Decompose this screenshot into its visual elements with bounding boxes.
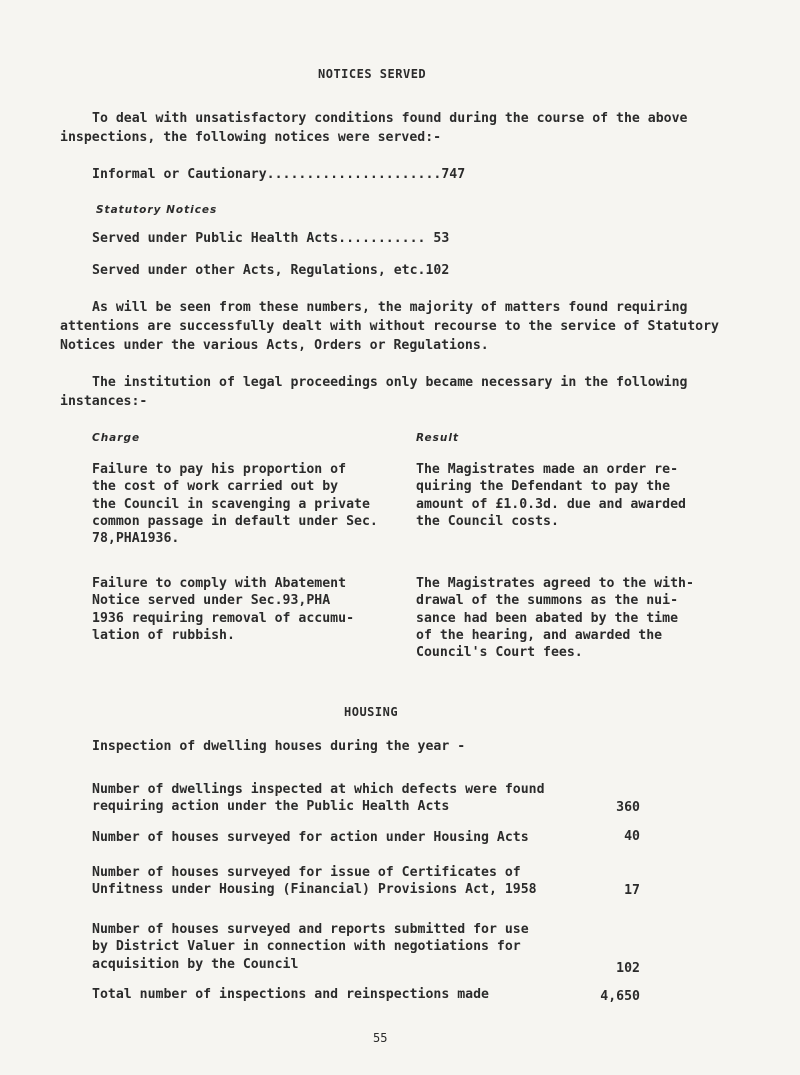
legal-intro-line-2: instances:- bbox=[60, 394, 148, 409]
statutory-notices-heading: Statutory Notices bbox=[96, 204, 218, 216]
housing-item-label: Total number of inspections and reinspections made bbox=[92, 987, 489, 1002]
case-2-charge: Failure to comply with Abatement Notice served under Sec.93,PHA 1936 requiring removal of accumu- lation of rubbish. bbox=[92, 576, 355, 643]
housing-intro: Inspection of dwelling houses during the year - bbox=[92, 739, 466, 754]
case-2-result: The Magistrates agreed to the with- drawal of the summons as the nui- sance had been abated by the time of the hearing, and awarded the Council's Court fees. bbox=[416, 576, 694, 661]
intro-line-1: To deal with unsatisfactory conditions found during the course of the above bbox=[92, 111, 688, 126]
case-1-charge: Failure to pay his proportion of the cost of work carried out by the Council in scavenging a private common passage in default under Sec. 78,PHA1936. bbox=[92, 462, 378, 547]
result-header: Result bbox=[416, 432, 460, 444]
para-line-1: As will be seen from these numbers, the majority of matters found requiring bbox=[92, 300, 688, 315]
housing-item-value: 4,650 bbox=[600, 989, 640, 1004]
other-acts-notices: Served under other Acts, Regulations, etc.102 bbox=[92, 263, 450, 278]
housing-item-value: 40 bbox=[624, 829, 640, 844]
informal-notices: Informal or Cautionary......................747 bbox=[92, 167, 466, 182]
para-line-3: Notices under the various Acts, Orders or Regulations. bbox=[60, 338, 489, 353]
legal-intro-line-1: The institution of legal proceedings only became necessary in the following bbox=[92, 375, 688, 390]
housing-item-label: Number of dwellings inspected at which defects were found requiring action under the Public Health Acts bbox=[92, 782, 545, 815]
case-1-result: The Magistrates made an order re- quiring the Defendant to pay the amount of £1.0.3d. due and awarded the Council costs. bbox=[416, 462, 686, 529]
housing-item-value: 360 bbox=[616, 800, 640, 815]
charge-header: Charge bbox=[92, 432, 141, 444]
public-health-notices: Served under Public Health Acts........... 53 bbox=[92, 231, 450, 246]
housing-item-label: Number of houses surveyed and reports submitted for use by District Valuer in connection with negotiations for acquisition by the Council bbox=[92, 922, 529, 972]
intro-line-2: inspections, the following notices were served:- bbox=[60, 130, 442, 145]
housing-item-label: Number of houses surveyed for issue of Certificates of Unfitness under Housing (Financial) Provisions Act, 1958 bbox=[92, 865, 537, 898]
housing-heading: HOUSING bbox=[344, 705, 399, 719]
housing-item-value: 17 bbox=[624, 883, 640, 898]
housing-item-value: 102 bbox=[616, 961, 640, 976]
housing-item-label: Number of houses surveyed for action under Housing Acts bbox=[92, 830, 529, 845]
para-line-2: attentions are successfully dealt with without recourse to the service of Statutory bbox=[60, 319, 719, 334]
notices-heading: NOTICES SERVED bbox=[318, 67, 427, 81]
page-number: 55 bbox=[373, 1031, 388, 1045]
